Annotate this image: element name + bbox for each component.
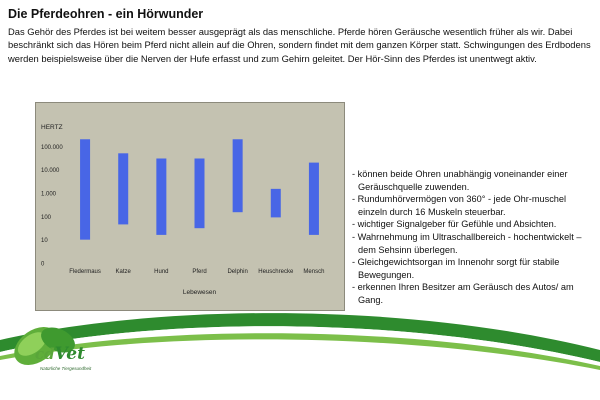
bar-mensch — [309, 163, 319, 235]
bar-fledermaus — [80, 139, 90, 239]
green-wave-decoration — [0, 300, 600, 400]
logo-brand-cd: cd — [35, 345, 55, 363]
x-axis-title: Lebewesen — [182, 289, 217, 296]
list-item: - erkennen Ihren Besitzer am Geräusch des Autos/ am Gang. — [352, 282, 574, 305]
chart-svg — [36, 103, 346, 312]
x-tick-label: Pferd — [192, 269, 207, 275]
facts-list — [350, 168, 595, 307]
list-item: - wichtiger Signalgeber für Gefühle und Absichten. — [352, 219, 557, 230]
y-tick-label: 100 — [41, 214, 52, 221]
y-axis-title: HERTZ — [41, 124, 63, 131]
y-tick-label: 100.000 — [41, 144, 63, 151]
bar-delphin — [233, 139, 243, 212]
x-tick-label: Delphin — [227, 269, 248, 275]
list-item: - können beide Ohren unabhängig voneinander einer Geräuschquelle zuwenden. — [352, 169, 568, 192]
intro-paragraph: Das Gehör des Pferdes ist bei weitem besser ausgeprägt als das menschliche. Pferde hören Geräusche wesentlich früher als wir. Dabei beschränkt sich das Hören beim Pferd nicht allein auf die Ohren, sondern findet mit dem ganzen Körper statt. Schwingungen des Erdbodens werden beispielsweise über die Nerven der Hufe erfasst und zum Gehirn geleitet. Der Hör-Sinn des Pferdes ist unentwegt aktiv. — [8, 26, 591, 64]
page-title: Die Pferdeohren - ein Hörwunder — [8, 7, 204, 21]
y-tick-label: 1.000 — [41, 191, 57, 198]
y-tick-label: 10.000 — [41, 168, 60, 175]
list-item: - Gleichgewichtsorgan im Innenohr sorgt für stabile Bewegungen. — [352, 257, 560, 280]
logo-brand — [35, 344, 85, 364]
y-tick-label: 10 — [41, 238, 48, 245]
x-tick-label: Heuschrecke — [258, 269, 294, 275]
x-tick-label: Mensch — [303, 269, 325, 275]
list-item: - Wahrnehmung im Ultraschallbereich - hochentwickelt – dem Sehsinn überlegen. — [352, 231, 582, 255]
x-tick-label: Hund — [154, 269, 169, 275]
logo-brand-vet: Vet — [54, 344, 85, 364]
bar-hund — [156, 158, 166, 234]
y-tick-label: 0 — [41, 261, 45, 268]
x-tick-label: Katze — [115, 269, 131, 275]
hearing-range-chart — [35, 102, 345, 311]
bar-heuschrecke — [271, 189, 281, 218]
x-tick-label: Fledermaus — [69, 269, 101, 275]
list-item: - Rundumhörvermögen von 360° - jede Ohr-muschel einzeln durch 16 Muskeln steuerbar. — [352, 194, 567, 217]
bar-pferd — [195, 158, 205, 228]
logo-tagline: Natürliche Tiergesundheit — [40, 366, 92, 371]
bar-katze — [118, 153, 128, 224]
